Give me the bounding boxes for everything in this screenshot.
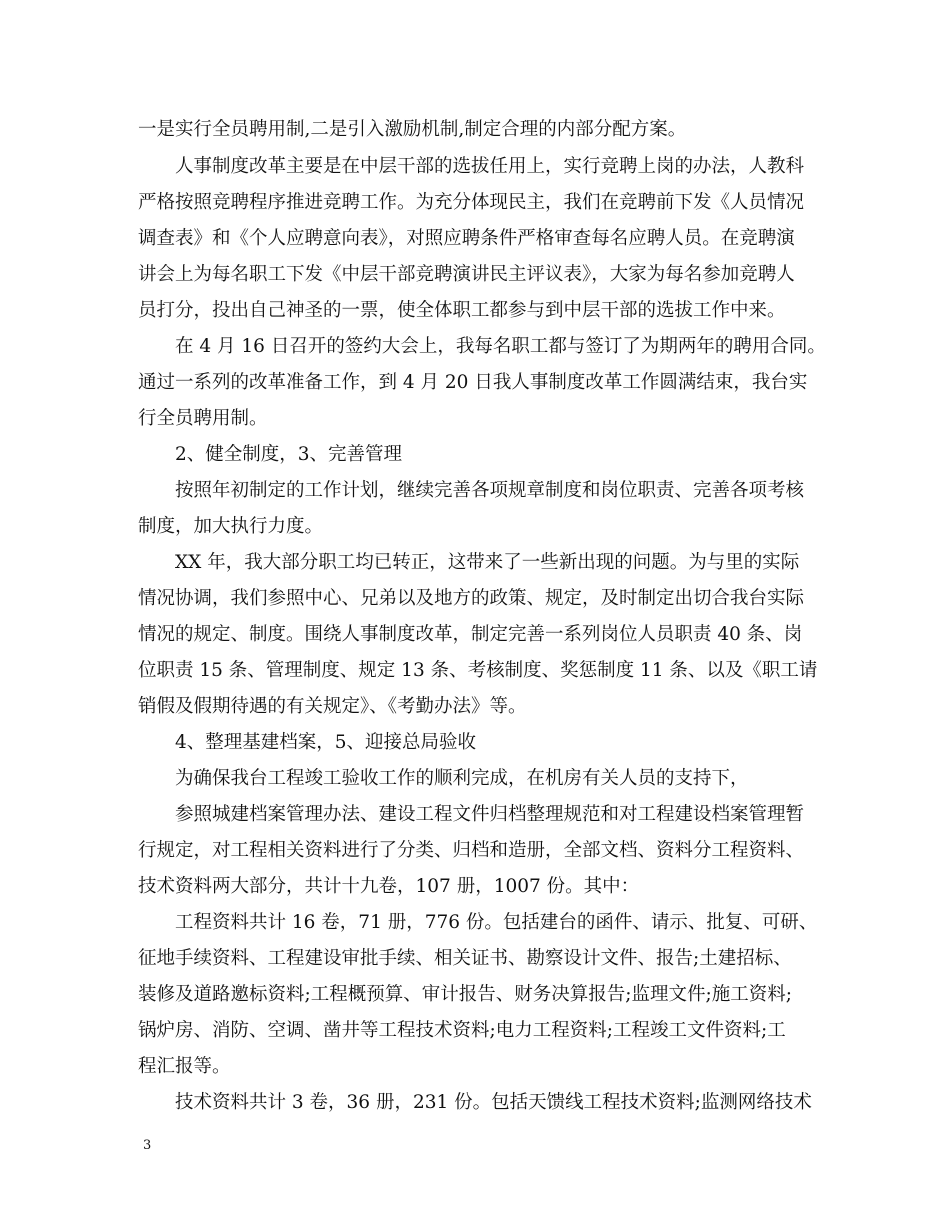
text-line: 技术资料共计 3 卷，36 册，231 份。包括天馈线工程技术资料;监测网络技术 xyxy=(175,1092,812,1113)
text-line: 征地手续资料、工程建设审批手续、相关证书、勘察设计文件、报告;土建招标、 xyxy=(138,948,792,969)
text-line: 通过一系列的改革准备工作，到 4 月 20 日我人事制度改革工作圆满结束，我台实 xyxy=(138,372,808,393)
text-line: 按照年初制定的工作计划，继续完善各项规章制度和岗位职责、完善各项考核 xyxy=(175,480,805,501)
text-line: 员打分，投出自己神圣的一票，使全体职工都参与到中层干部的选拔工作中来。 xyxy=(138,300,786,321)
text-line: 人事制度改革主要是在中层干部的选拔任用上，实行竞聘上岗的办法，人教科 xyxy=(175,156,805,177)
text-line: XX 年，我大部分职工均已转正，这带来了一些新出现的问题。为与里的实际 xyxy=(175,552,800,573)
text-line: 程汇报等。 xyxy=(138,1056,231,1077)
text-line: 锅炉房、消防、空调、凿井等工程技术资料;电力工程资料;工程竣工文件资料;工 xyxy=(138,1020,786,1041)
text-line: 情况协调，我们参照中心、兄弟以及地方的政策、规定，及时制定出切合我台实际 xyxy=(138,588,805,609)
text-line: 为确保我台工程竣工验收工作的顺利完成，在机房有关人员的支持下， xyxy=(175,768,749,789)
page-number: 3 xyxy=(143,1138,152,1153)
text-line: 情况的规定、制度。围绕人事制度改革，制定完善一系列岗位人员职责 40 条、岗 xyxy=(138,624,803,645)
text-line: 工程资料共计 16 卷，71 册，776 份。包括建台的函件、请示、批复、可研、 xyxy=(175,912,818,933)
text-line: 严格按照竞聘程序推进竞聘工作。为充分体现民主，我们在竞聘前下发《人员情况 xyxy=(138,192,805,213)
text-line: 在 4 月 16 日召开的签约大会上，我每名职工都与签订了为期两年的聘用合同。 xyxy=(175,336,826,357)
text-line: 调查表》和《个人应聘意向表》，对照应聘条件严格审查每名应聘人员。在竞聘演 xyxy=(138,228,795,249)
text-line: 一是实行全员聘用制,二是引入激励机制,制定合理的内部分配方案。 xyxy=(138,119,687,140)
text-line: 行规定，对工程相关资料进行了分类、归档和造册，全部文档、资料分工程资料、 xyxy=(138,840,805,861)
text-line: 技术资料两大部分，共计十九卷，107 册，1007 份。其中： xyxy=(138,876,640,897)
text-line: 参照城建档案管理办法、建设工程文件归档整理规范和对工程建设档案管理暂 xyxy=(175,804,805,825)
section-heading: 2、健全制度，3、完善管理 xyxy=(175,444,403,465)
section-heading: 4、整理基建档案，5、迎接总局验收 xyxy=(175,732,477,753)
text-line: 行全员聘用制。 xyxy=(138,408,268,429)
text-line: 位职责 15 条、管理制度、规定 13 条、考核制度、奖惩制度 11 条、以及《职工请 xyxy=(138,660,818,681)
text-line: 制度，加大执行力度。 xyxy=(138,516,324,537)
text-line: 讲会上为每名职工下发《中层干部竞聘演讲民主评议表》，大家为每名参加竞聘人 xyxy=(138,264,795,285)
text-line: 销假及假期待遇的有关规定》、《考勤办法》等。 xyxy=(138,696,527,717)
text-line: 装修及道路邀标资料;工程概预算、审计报告、财务决算报告;监理文件;施工资料; xyxy=(138,984,792,1005)
